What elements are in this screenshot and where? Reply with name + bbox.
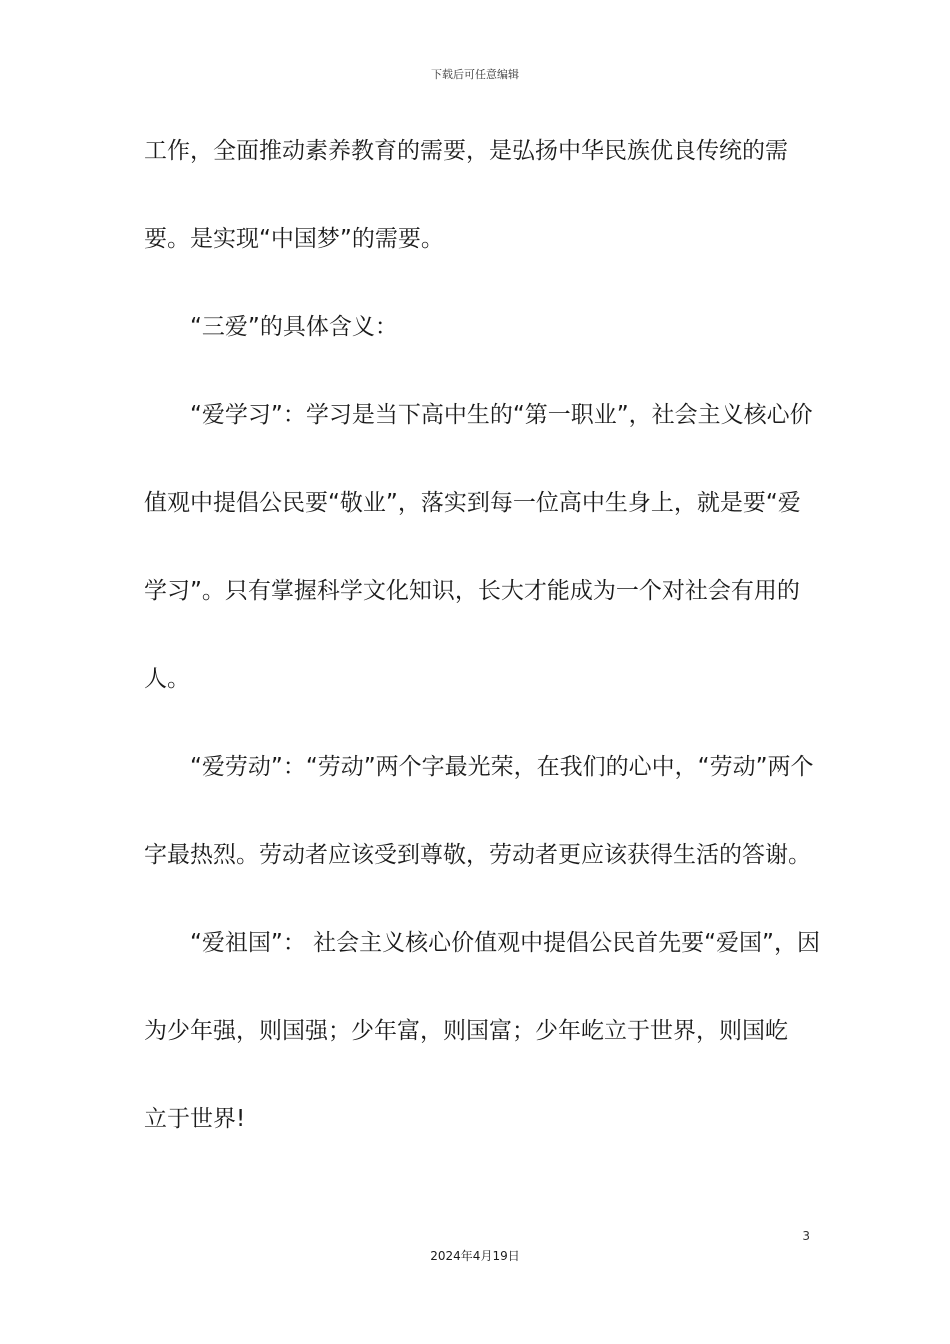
- paragraph-line: 立于世界!: [144, 1106, 246, 1132]
- document-body: [144, 126, 820, 1182]
- paragraph-line: “爱祖国”： 社会主义核心价值观中提倡公民首先要“爱国”，因: [190, 930, 820, 956]
- paragraph-line: 字最热烈。劳动者应该受到尊敬，劳动者更应该获得生活的答谢。: [144, 842, 811, 868]
- footer-date: 2024年4月19日: [430, 1249, 520, 1263]
- paragraph-line: “爱劳动”：“劳动”两个字最光荣，在我们的心中，“劳动”两个: [190, 754, 814, 780]
- paragraph-line: 值观中提倡公民要“敬业”，落实到每一位高中生身上，就是要“爱: [144, 490, 801, 516]
- page-header: 下载后可任意编辑: [431, 68, 519, 81]
- paragraph-line: 学习”。只有掌握科学文化知识，长大才能成为一个对社会有用的: [144, 578, 800, 604]
- page-number: 3: [802, 1229, 810, 1243]
- paragraph-line: “爱学习”：学习是当下高中生的“第一职业”，社会主义核心价: [190, 402, 813, 428]
- paragraph-line: 要。是实现“中国梦”的需要。: [144, 226, 444, 252]
- paragraph-line: 为少年强，则国强；少年富，则国富；少年屹立于世界，则国屹: [144, 1018, 788, 1044]
- paragraph-line: 工作，全面推动素养教育的需要，是弘扬中华民族优良传统的需: [144, 138, 788, 164]
- paragraph-line: 人。: [144, 666, 190, 692]
- paragraph-line: “三爱”的具体含义：: [190, 314, 398, 340]
